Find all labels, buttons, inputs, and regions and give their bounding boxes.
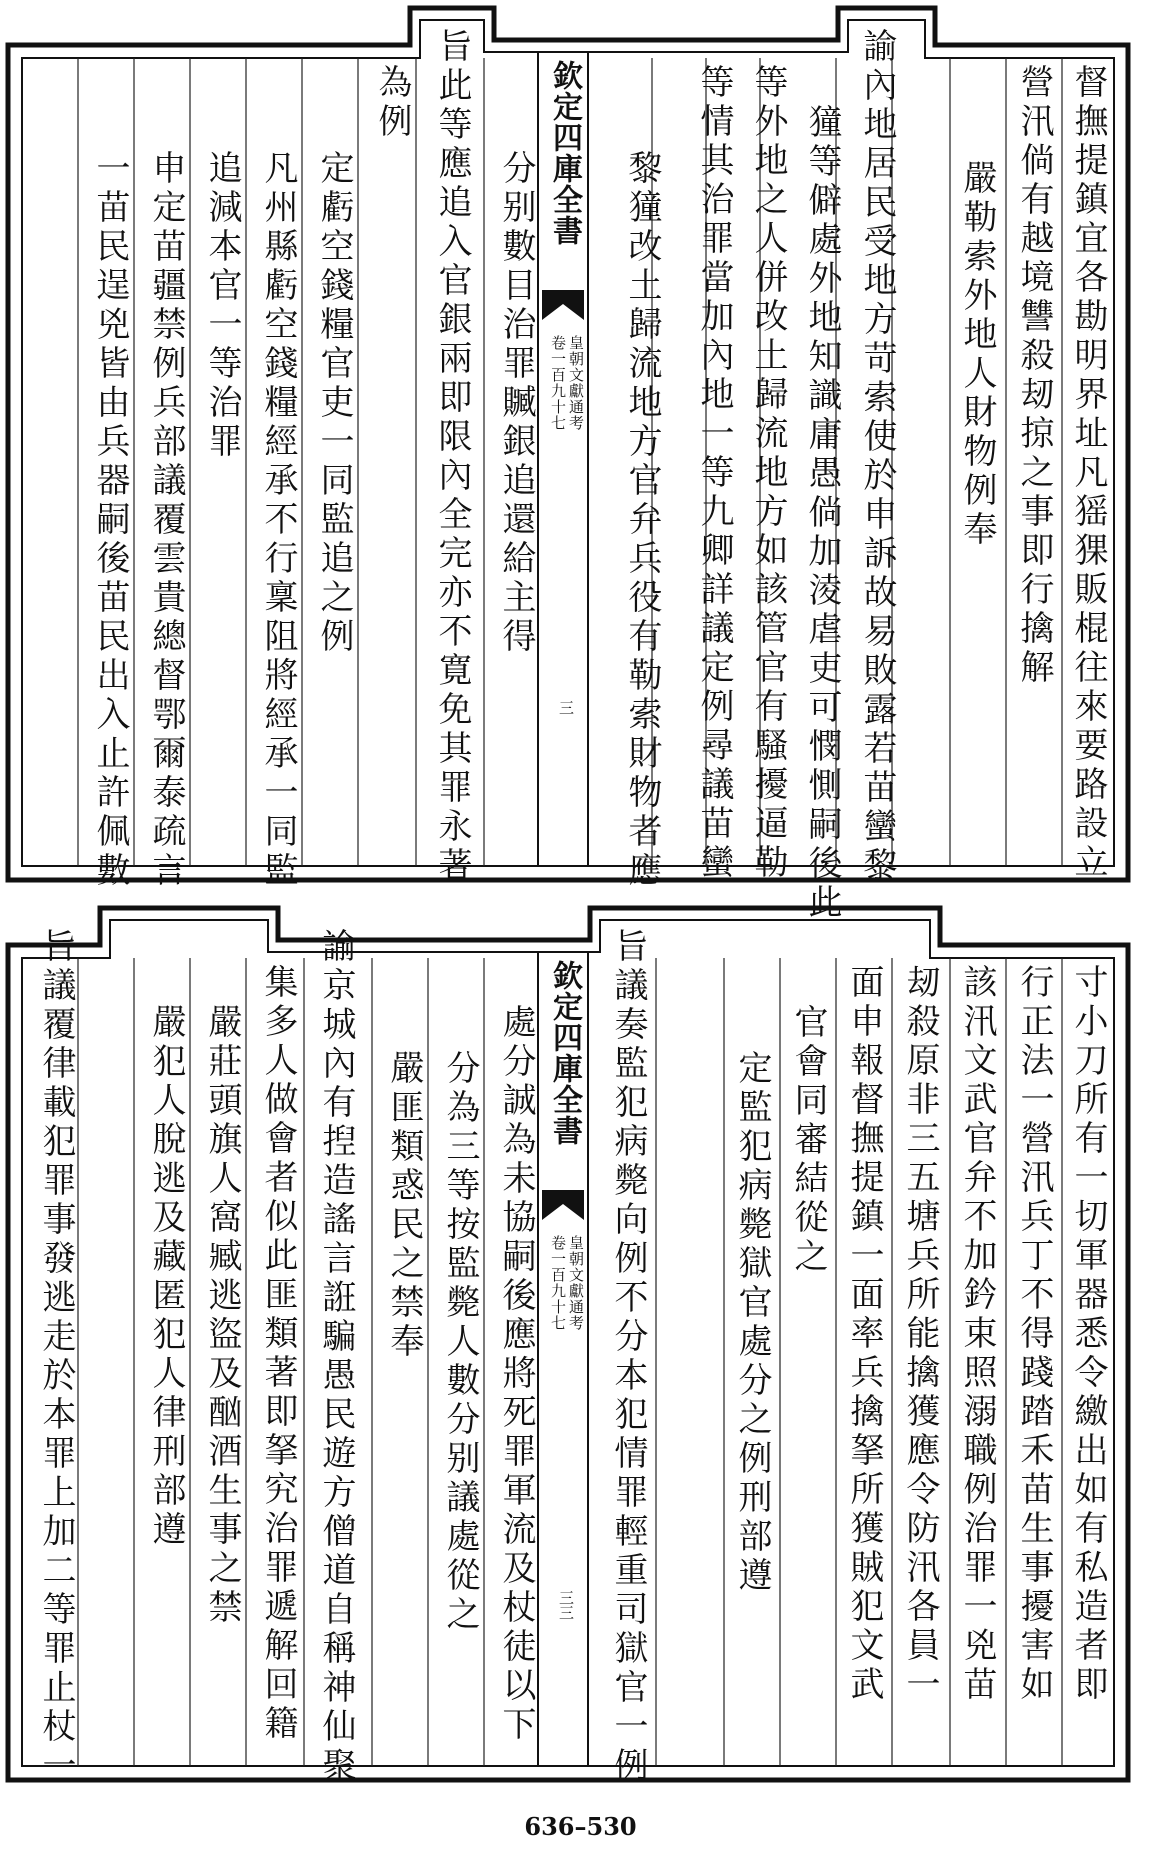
bottom-page [0,900,1161,1800]
text-column: 定監犯病斃獄官處分之例刑部遵 [732,1050,772,1596]
text-column: 申定苗疆禁例兵部議覆雲貴總督鄂爾泰疏言 [146,150,186,891]
text-column: 一苗民逞兇皆由兵器嗣後苗民出入止許佩數 [90,150,130,891]
text-column: 面申報督撫提鎮一面率兵擒拏所獲賊犯文武 [844,964,884,1705]
text-column: 為例 [372,64,412,142]
text-column: 黎獞改土歸流地方官弁兵役有勒索財物者應 [622,150,662,891]
spine-page-number: 三三 [557,1590,575,1620]
text-column: 分别數目治罪贓銀追還給主得 [496,150,536,657]
text-column: 嚴勒索外地人財物例奉 [957,160,997,550]
text-column: 嚴莊頭旗人窩臧逃盜及酗酒生事之禁 [202,1004,242,1628]
text-column: 處分誠為未協嗣後應將死罪軍流及杖徒以下 [496,1004,536,1745]
text-column: 凡州縣虧空錢糧經承不行稟阻將經承一同監 [258,150,298,891]
text-column: 分為三等按監斃人數分别議處從之 [440,1050,480,1635]
spine-page-number: 三 [557,700,575,715]
text-column: 營汛倘有越境讐殺刼掠之事即行擒解 [1014,64,1054,688]
page-footer-number: 636–530 [524,1812,637,1841]
spine-title: 欽定四庫全書 [547,60,582,246]
text-column: 嚴犯人脫逃及藏匿犯人律刑部遵 [146,1004,186,1550]
spine-subtitle: 皇朝文獻通考 [567,1235,585,1331]
text-column: 諭內地居民受地方苛索使於申訴故易敗露若苗蠻黎 [857,28,897,886]
text-column: 官會同審結從之 [788,1004,828,1277]
spine-title: 欽定四庫全書 [547,960,582,1146]
text-column: 督撫提鎮宜各勘明界址凡猺猓販棍往來要路設立 [1068,64,1108,883]
text-column: 旨議覆律載犯罪事發逃走於本罪上加二等罪止杖一 [36,928,76,1786]
spine-volume: 卷一百九十七 [549,1235,567,1331]
text-column: 該汛文武官弁不加鈐束照溺職例治罪一兇苗 [957,964,997,1705]
spine-volume: 卷一百九十七 [549,335,567,431]
text-column: 刼殺原非三五塘兵所能擒獲應令防汛各員一 [900,964,940,1705]
text-column: 旨此等應追入官銀兩即限內全完亦不寛免其罪永著 [432,28,472,886]
text-column: 追減本官一等治罪 [202,150,242,462]
text-column: 定虧空錢糧官吏一同監追之例 [314,150,354,657]
text-column: 等情其治罪當加內地一等九卿詳議定例尋議苗蠻 [694,64,734,883]
text-column: 嚴匪類惑民之禁奉 [384,1050,424,1362]
text-column: 旨議奏監犯病斃向例不分本犯情罪輕重司獄官一例 [608,928,648,1786]
text-column: 等外地之人併改土歸流地方如該管官有騷擾逼勒 [748,64,788,883]
text-column: 寸小刀所有一切軍器悉令繳出如有私造者即 [1068,964,1108,1705]
text-column: 諭京城內有揑造謠言誑騙愚民遊方僧道自稱神仙聚 [316,928,356,1786]
spine-subtitle: 皇朝文獻通考 [567,335,585,431]
text-column: 集多人做會者似此匪類著即拏究治罪遞解回籍 [258,964,298,1744]
text-column: 行正法一營汛兵丁不得踐踏禾苗生事擾害如 [1014,964,1054,1705]
text-column: 獞等僻處外地知識庸愚倘加淩虐吏可憫惻嗣後此 [802,104,842,923]
top-page [0,0,1161,923]
